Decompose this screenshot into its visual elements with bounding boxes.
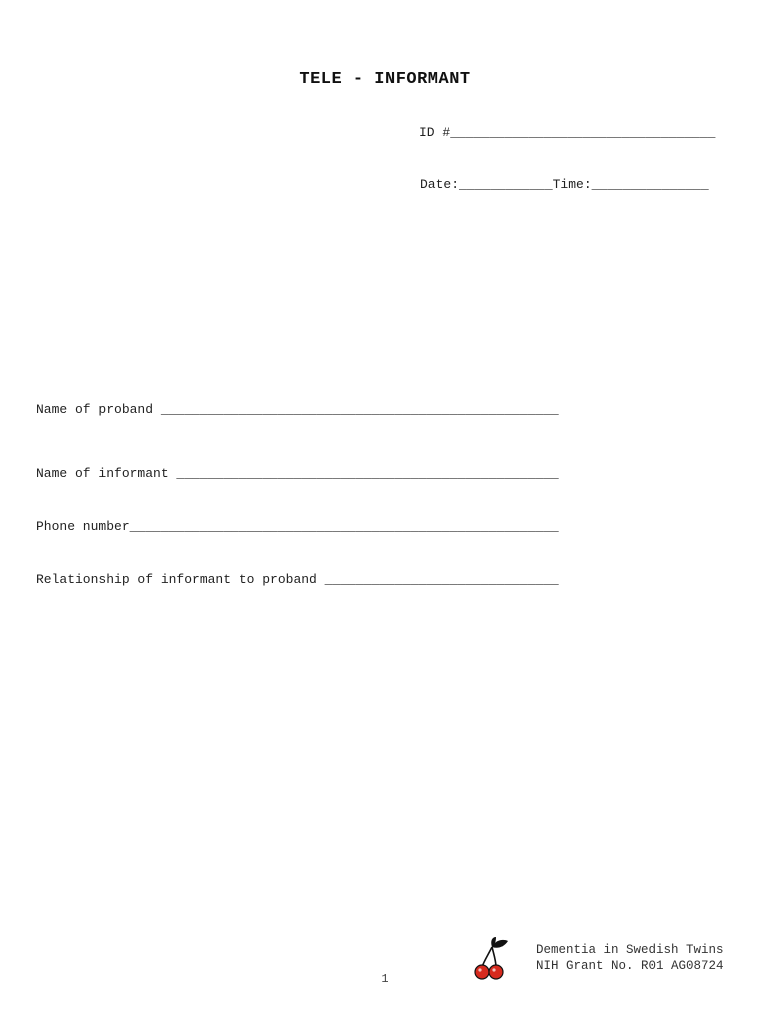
footer-credits (536, 942, 724, 974)
footer-line-2: NIH Grant No. R01 AG08724 (536, 959, 724, 973)
proband-name-field[interactable]: Name of proband ___________________________________________________ (36, 402, 559, 417)
id-field[interactable]: ID #__________________________________ (419, 125, 716, 140)
phone-number-field[interactable]: Phone number_______________________________________________________ (36, 519, 559, 534)
page-title: TELE - INFORMANT (299, 70, 471, 89)
page-number: 1 (381, 972, 389, 986)
relationship-field[interactable]: Relationship of informant to proband ______________________________ (36, 572, 559, 587)
footer-line-1: Dementia in Swedish Twins (536, 943, 724, 957)
informant-name-field[interactable]: Name of informant _________________________________________________ (36, 466, 559, 481)
date-time-field[interactable]: Date:____________Time:_______________ (420, 177, 709, 192)
